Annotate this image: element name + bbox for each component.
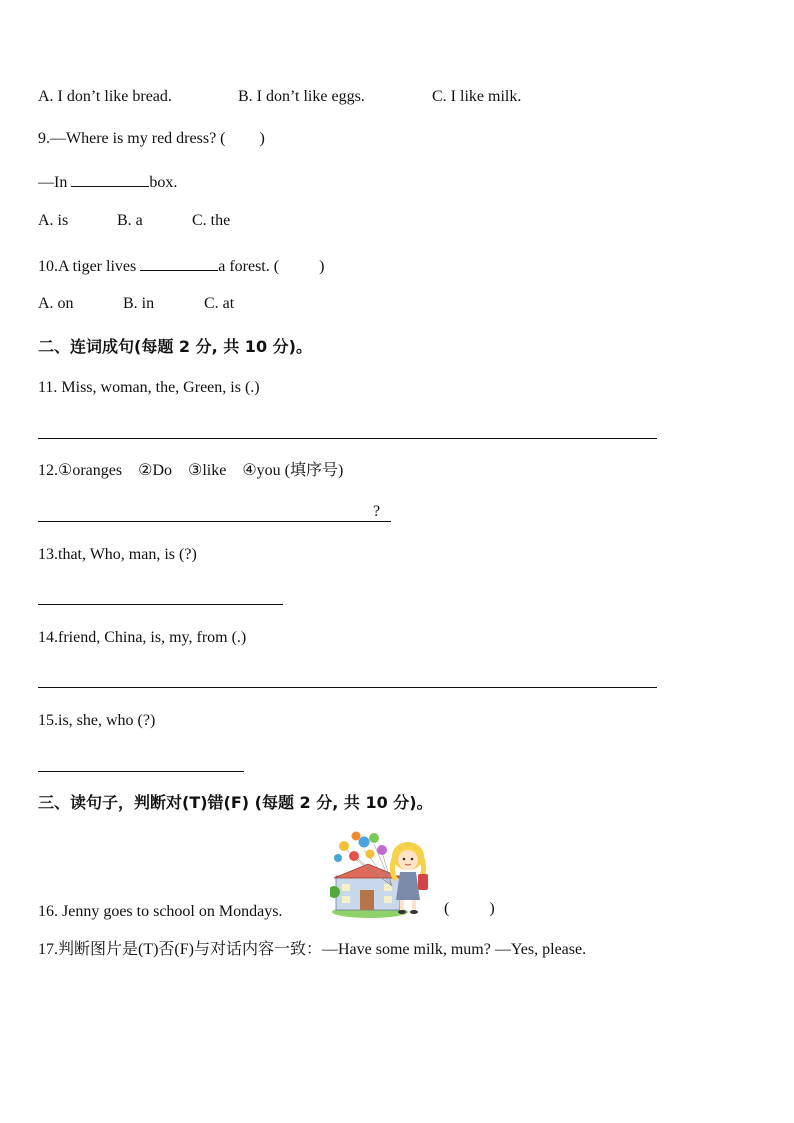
q9-reply [38,170,177,193]
q10-blank[interactable] [140,254,218,271]
q10-paren-close: ) [319,258,325,275]
q11-answer-line[interactable] [38,438,657,439]
q10-stem-after: a forest. ( [218,258,280,275]
q15-prompt: 15.is, she, who (?) [38,712,156,729]
q8-option-b: B. I don’t like eggs. [238,88,365,105]
q16-answer-paren[interactable]: ( ) [444,900,495,917]
q9-reply-after: box. [149,174,178,191]
q9-option-a: A. is [38,212,69,229]
q14-prompt: 14.friend, China, is, my, from (.) [38,629,247,646]
q10-stem-before: 10.A tiger lives [38,258,137,275]
q9-stem-text: 9.—Where is my red dress? ( [38,130,226,147]
q9-option-c: C. the [192,212,231,229]
q9-blank[interactable] [71,170,149,187]
q12-prompt: 12.①oranges ②Do ③like ④you (填序号) [38,462,344,479]
q9-reply-before: —In [38,174,68,191]
q8-option-a: A. I don’t like bread. [38,88,172,105]
q15-answer-line[interactable] [38,771,244,772]
q10-stem [38,254,324,277]
q12-answer-line[interactable] [38,521,391,522]
q9-stem [38,129,265,149]
q9-option-b: B. a [117,212,143,229]
q10-option-c: C. at [204,295,235,312]
section3-heading: 三、读句子，判断对(T)错(F) (每题 2 分, 共 10 分)。 [38,793,433,812]
q12-question-mark: ? [373,503,381,520]
q10-option-b: B. in [123,295,155,312]
q17-statement: 17.判断图片是(T)否(F)与对话内容一致：—Have some milk, mum? —Yes, please. [38,941,587,958]
q9-paren-close: ) [259,130,265,147]
q13-answer-line[interactable] [38,604,283,605]
q8-option-c: C. I like milk. [432,88,522,105]
q11-prompt: 11. Miss, woman, the, Green, is (.) [38,379,260,396]
girl-school-balloons-illustration [330,828,438,920]
q13-prompt: 13.that, Who, man, is (?) [38,546,197,563]
q10-option-a: A. on [38,295,74,312]
section2-heading: 二、连词成句(每题 2 分, 共 10 分)。 [38,337,312,356]
q16-statement: 16. Jenny goes to school on Mondays. [38,903,283,920]
q14-answer-line[interactable] [38,687,657,688]
